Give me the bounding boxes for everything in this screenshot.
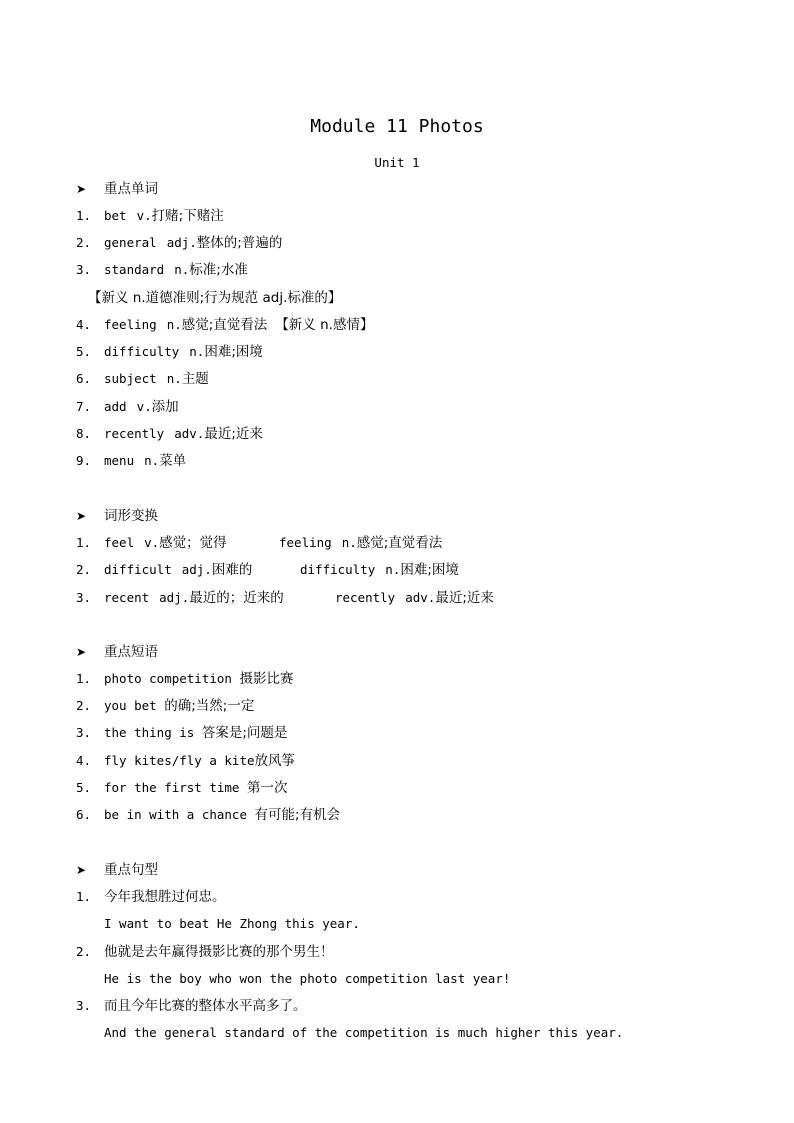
section-heading: 词形变换	[104, 508, 158, 524]
phrase: be in with a chance	[104, 807, 247, 822]
item-number: 4.	[76, 317, 92, 332]
item-number: 1.	[76, 208, 92, 223]
word: feeling	[104, 317, 157, 332]
word: difficult	[104, 562, 172, 577]
part-of-speech: v.	[144, 535, 160, 550]
word: difficulty	[300, 562, 376, 577]
part-of-speech: adj.	[159, 590, 190, 605]
meaning: 主题	[181, 371, 209, 387]
meaning: 困难;困境	[400, 562, 459, 578]
form-derived	[300, 559, 459, 581]
item-number: 3.	[76, 262, 92, 277]
meaning: 的确;当然;一定	[164, 698, 255, 714]
new-meaning-note: 【新义 n.道德准则;行为规范 adj.标准的】	[88, 290, 342, 306]
item-number: 5.	[76, 344, 92, 359]
part-of-speech: adj.	[181, 562, 212, 577]
meaning: 感觉;直觉看法	[356, 535, 443, 551]
word: feeling	[279, 535, 332, 550]
item-number: 1.	[76, 671, 92, 686]
new-meaning-note: 【新义 n.感情】	[275, 317, 374, 333]
word: recently	[335, 590, 396, 605]
sentence-english: And the general standard of the competition is much higher this year.	[104, 1025, 624, 1040]
sentence-english: He is the boy who won the photo competition last year!	[104, 971, 511, 986]
phrase: photo competition	[104, 671, 232, 686]
meaning: 感觉;直觉看法	[181, 317, 268, 333]
phrase: you bet	[104, 698, 157, 713]
part-of-speech: n.	[341, 535, 357, 550]
word: feel	[104, 535, 135, 550]
item-number: 4.	[76, 753, 92, 768]
word: subject	[104, 371, 157, 386]
sentence-chinese: 今年我想胜过何忠。	[104, 889, 226, 905]
item-text	[104, 259, 248, 281]
item-number: 2.	[76, 698, 92, 713]
word: bet	[104, 208, 127, 223]
page-title: Module 11 Photos	[310, 116, 484, 137]
section-heading: 重点短语	[104, 644, 158, 660]
meaning: 整体的;普遍的	[196, 235, 283, 251]
part-of-speech: adv.	[174, 426, 205, 441]
item-number: 8.	[76, 426, 92, 441]
form-base	[104, 587, 284, 609]
part-of-speech: v.	[136, 208, 152, 223]
part-of-speech: n.	[385, 562, 401, 577]
arrow-bullet-icon: ➤	[76, 863, 87, 877]
form-derived	[279, 532, 442, 554]
item-text	[104, 205, 224, 227]
meaning: 添加	[151, 399, 179, 415]
unit-subtitle: Unit 1	[374, 155, 420, 170]
word: general	[104, 235, 157, 250]
part-of-speech: n.	[144, 453, 160, 468]
item-number: 2.	[76, 944, 92, 959]
part-of-speech: n.	[166, 371, 182, 386]
meaning: 最近;近来	[204, 426, 263, 442]
meaning: 放风筝	[254, 753, 296, 769]
meaning: 摄影比赛	[239, 671, 294, 687]
item-number: 6.	[76, 807, 92, 822]
item-number: 6.	[76, 371, 92, 386]
meaning: 困难;困境	[204, 344, 263, 360]
word: recent	[104, 590, 150, 605]
word: recently	[104, 426, 165, 441]
item-text	[104, 722, 287, 744]
word: menu	[104, 453, 135, 468]
item-text	[104, 695, 254, 717]
form-base	[104, 559, 252, 581]
item-number: 3.	[76, 725, 92, 740]
word: add	[104, 399, 127, 414]
part-of-speech: adj.	[166, 235, 197, 250]
sentence-english: I want to beat He Zhong this year.	[104, 916, 360, 931]
phrase: for the first time	[104, 780, 240, 795]
form-base	[104, 532, 227, 554]
meaning: 最近;近来	[435, 590, 494, 606]
item-text	[104, 804, 340, 826]
item-text	[104, 450, 186, 472]
item-number: 9.	[76, 453, 92, 468]
item-text	[104, 750, 295, 772]
item-text	[104, 668, 293, 690]
item-number: 2.	[76, 235, 92, 250]
meaning: 有可能;有机会	[254, 807, 341, 823]
section-heading: 重点单词	[104, 181, 158, 197]
part-of-speech: n.	[166, 317, 182, 332]
arrow-bullet-icon: ➤	[76, 509, 87, 523]
arrow-bullet-icon: ➤	[76, 645, 87, 659]
item-number: 5.	[76, 780, 92, 795]
item-text	[104, 341, 263, 363]
item-number: 1.	[76, 535, 92, 550]
item-text	[104, 777, 288, 799]
form-derived	[335, 587, 494, 609]
phrase: fly kites/fly a kite	[104, 753, 255, 768]
item-number: 3.	[76, 590, 92, 605]
part-of-speech: n.	[174, 262, 190, 277]
part-of-speech: adv.	[405, 590, 436, 605]
meaning: 菜单	[159, 453, 187, 469]
word: difficulty	[104, 344, 180, 359]
item-number: 2.	[76, 562, 92, 577]
arrow-bullet-icon: ➤	[76, 182, 87, 196]
item-text	[104, 396, 179, 418]
part-of-speech: n.	[189, 344, 205, 359]
item-text	[104, 368, 209, 390]
item-text	[104, 232, 282, 254]
sentence-chinese: 而且今年比赛的整体水平高多了。	[104, 998, 307, 1014]
item-number: 3.	[76, 998, 92, 1013]
meaning: 困难的	[211, 562, 253, 578]
section-heading: 重点句型	[104, 862, 158, 878]
meaning: 第一次	[247, 780, 288, 796]
part-of-speech: v.	[136, 399, 152, 414]
item-number: 7.	[76, 399, 92, 414]
word: standard	[104, 262, 165, 277]
meaning: 答案是;问题是	[201, 725, 288, 741]
meaning: 打赌;下赌注	[151, 208, 224, 224]
item-text	[104, 314, 373, 336]
meaning: 标准;水准	[189, 262, 248, 278]
sentence-chinese: 他就是去年赢得摄影比赛的那个男生！	[104, 944, 334, 960]
item-number: 1.	[76, 889, 92, 904]
phrase: the thing is	[104, 725, 195, 740]
meaning: 感觉；觉得	[159, 535, 227, 551]
item-text	[104, 423, 263, 445]
meaning: 最近的；近来的	[189, 590, 284, 606]
